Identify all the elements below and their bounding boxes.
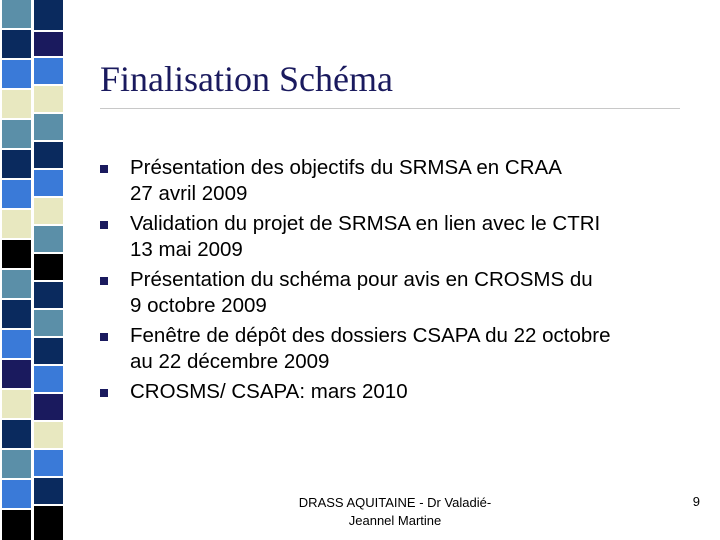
strip-block bbox=[2, 300, 31, 328]
square-bullet-icon bbox=[100, 165, 108, 173]
strip-block bbox=[2, 390, 31, 418]
bullet-item bbox=[98, 155, 698, 207]
page-number: 9 bbox=[692, 494, 700, 509]
bullet-text-line2: au 22 décembre 2009 bbox=[130, 350, 330, 373]
bullet-text-line1: CROSMS/ CSAPA: mars 2010 bbox=[130, 380, 408, 403]
decorative-color-strip bbox=[0, 0, 68, 540]
strip-block bbox=[2, 420, 31, 448]
square-bullet-icon bbox=[100, 333, 108, 341]
strip-block bbox=[34, 366, 63, 392]
bullet-text-line2: 27 avril 2009 bbox=[130, 182, 248, 205]
strip-block bbox=[2, 120, 31, 148]
strip-block bbox=[34, 450, 63, 476]
strip-block bbox=[2, 0, 31, 28]
strip-block bbox=[34, 394, 63, 420]
slide-title: Finalisation Schéma bbox=[100, 59, 393, 99]
strip-block bbox=[34, 254, 63, 280]
bullet-item bbox=[98, 211, 698, 263]
bullet-list bbox=[98, 155, 698, 409]
strip-block bbox=[34, 32, 63, 56]
strip-block bbox=[2, 150, 31, 178]
strip-block bbox=[2, 30, 31, 58]
title-divider bbox=[100, 108, 680, 109]
strip-block bbox=[34, 338, 63, 364]
strip-block bbox=[34, 86, 63, 112]
strip-block bbox=[34, 58, 63, 84]
strip-block bbox=[34, 0, 63, 30]
square-bullet-icon bbox=[100, 221, 108, 229]
bullet-item bbox=[98, 267, 698, 319]
bullet-text-line1: Présentation des objectifs du SRMSA en CRAA bbox=[130, 156, 562, 179]
footer-line1: DRASS AQUITAINE - Dr Valadié- bbox=[298, 495, 492, 510]
bullet-text-line1: Présentation du schéma pour avis en CROSMS du bbox=[130, 268, 593, 291]
strip-block bbox=[2, 210, 31, 238]
strip-block bbox=[34, 310, 63, 336]
bullet-text-line2: 9 octobre 2009 bbox=[130, 294, 267, 317]
strip-block bbox=[2, 60, 31, 88]
square-bullet-icon bbox=[100, 389, 108, 397]
strip-block bbox=[2, 90, 31, 118]
strip-block bbox=[2, 450, 31, 478]
strip-block bbox=[2, 360, 31, 388]
strip-block bbox=[34, 142, 63, 168]
strip-block bbox=[2, 180, 31, 208]
bullet-text-line1: Fenêtre de dépôt des dossiers CSAPA du 22 octobre bbox=[130, 324, 611, 347]
strip-block bbox=[34, 282, 63, 308]
strip-block bbox=[34, 478, 63, 504]
bullet-text-line1: Validation du projet de SRMSA en lien avec le CTRI bbox=[130, 212, 601, 235]
strip-block bbox=[34, 506, 63, 540]
strip-block bbox=[2, 240, 31, 268]
footer-line2: Jeannel Martine bbox=[348, 513, 442, 528]
strip-block bbox=[34, 198, 63, 224]
strip-block bbox=[34, 170, 63, 196]
bullet-item bbox=[98, 379, 698, 405]
strip-block bbox=[34, 422, 63, 448]
strip-block bbox=[34, 114, 63, 140]
strip-block bbox=[2, 510, 31, 540]
strip-block bbox=[34, 226, 63, 252]
strip-block bbox=[2, 330, 31, 358]
strip-block bbox=[2, 480, 31, 508]
bullet-text-line2: 13 mai 2009 bbox=[130, 238, 243, 261]
strip-block bbox=[2, 270, 31, 298]
square-bullet-icon bbox=[100, 277, 108, 285]
bullet-item bbox=[98, 323, 698, 375]
slide-footer bbox=[280, 494, 510, 530]
